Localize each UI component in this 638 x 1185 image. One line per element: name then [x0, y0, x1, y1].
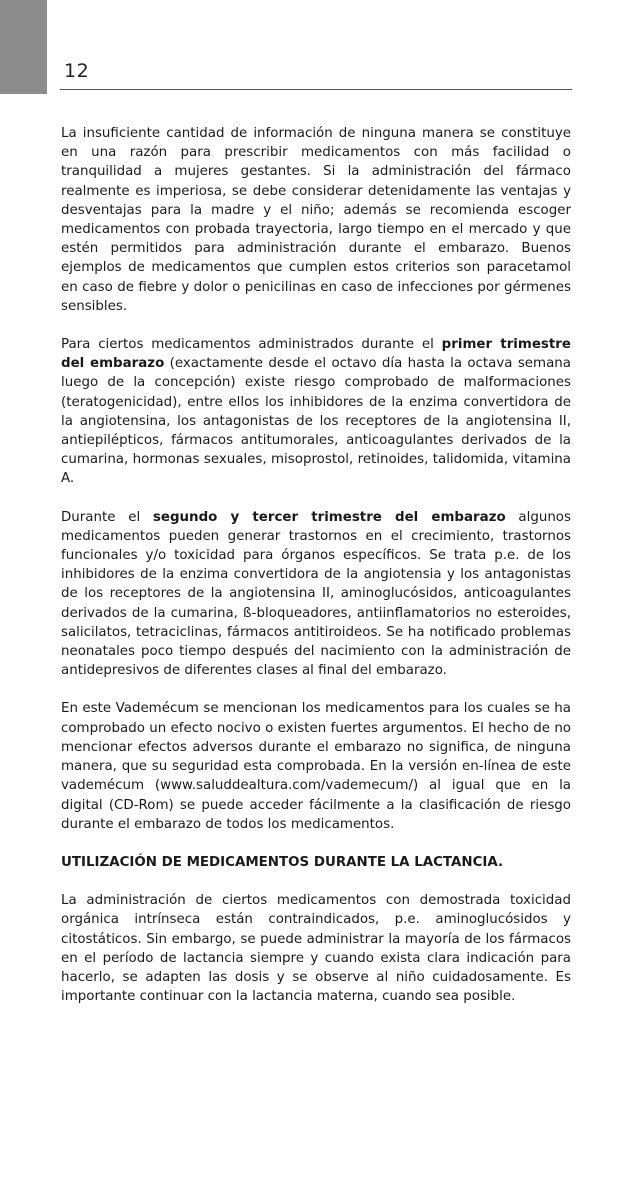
- paragraph-text: Durante el: [61, 509, 153, 525]
- paragraph-first-trimester: [61, 335, 571, 489]
- page-content: [61, 124, 571, 1025]
- header-rule: [60, 89, 572, 90]
- page-edge-tab: [0, 0, 47, 94]
- paragraph-insufficient-information: La insuficiente cantidad de información de ninguna manera se constituye en una razón para prescribir medicamentos con más facilidad o tranquilidad a mujeres gestantes. Si la administración del fármaco realmente es imperiosa, se debe considerar detenidamente las ventajas y desventajas para la madre y el niño; además se recomienda escoger medicamentos con probada trayectoria, largo tiempo en el mercado y que estén permitidos para administración durante el embarazo. Buenos ejemplos de medicamentos que cumplen estos criterios son paracetamol en caso de fiebre y dolor o penicilinas en caso de infecciones por gérmenes sensibles.: [61, 126, 571, 314]
- paragraph-second-third-trimester: [61, 508, 571, 681]
- page-number: 12: [64, 60, 90, 82]
- paragraph-vademecum: En este Vademécum se mencionan los medicamentos para los cuales se ha comprobado un efecto nocivo o existen fuertes argumentos. El hecho de no mencionar efectos adversos durante el embarazo no significa, de ninguna manera, que su seguridad esta comprobada. En la versión en-línea de este vademécum (www.saluddealtura.com/vademecum/) al igual que en la digital (CD-Rom) se puede acceder fácilmente a la clasificación de riesgo durante el embarazo de todos los medicamentos.: [61, 701, 571, 832]
- paragraph-text: Para ciertos medicamentos administrados durante el: [61, 337, 442, 353]
- paragraph-text: (exactamente desde el octavo día hasta la octava semana luego de la concepción) existe riesgo comprobado de malformaciones (teratogenicidad), entre ellos los inhibidores de la enzima convertidora de la angiotensina, los antagonistas de los receptores de la angiotensina II, antiepilépticos, fármacos antitumorales, anticoagulantes derivados de la cumarina, hormonas sexuales, misoprostol, retinoides, talidomida, vitamina A.: [61, 356, 571, 487]
- paragraph-text: algunos medicamentos pueden generar trastornos en el crecimiento, trastornos funcionales y/o toxicidad para órganos específicos. Se trata p.e. de los inhibidores de la enzima convertidora de la angiotensia y los antagonistas de los receptores de la angiotensina II, aminoglucósidos, anticoagulantes derivados de la cumarina, ß-bloqueadores, antiinflamatorios no esteroides, salicilatos, tetraciclinas, fármacos antitiroideos. Se ha notificado problemas neonatales poco tiempo después del nacimiento con la administración de antidepresivos de diferentes clases al final del embarazo.: [61, 509, 571, 679]
- section-heading-lactancia: UTILIZACIÓN DE MEDICAMENTOS DURANTE LA LACTANCIA.: [61, 854, 504, 870]
- paragraph-lactancia: La administración de ciertos medicamentos con demostrada toxicidad orgánica intrínseca están contraindicados, p.e. aminoglucósidos y citostáticos. Sin embargo, se puede administrar la mayoría de los fármacos en el período de lactancia siempre y cuando exista clara indicación para hacerlo, se adapten las dosis y se observe al niño cuidadosamente. Es importante continuar con la lactancia materna, cuando sea posible.: [61, 893, 571, 1005]
- bold-term-first-trimester: primer trimestre del embarazo: [61, 337, 571, 372]
- bold-term-second-third-trimester: segundo y tercer trimestre del embarazo: [152, 509, 506, 525]
